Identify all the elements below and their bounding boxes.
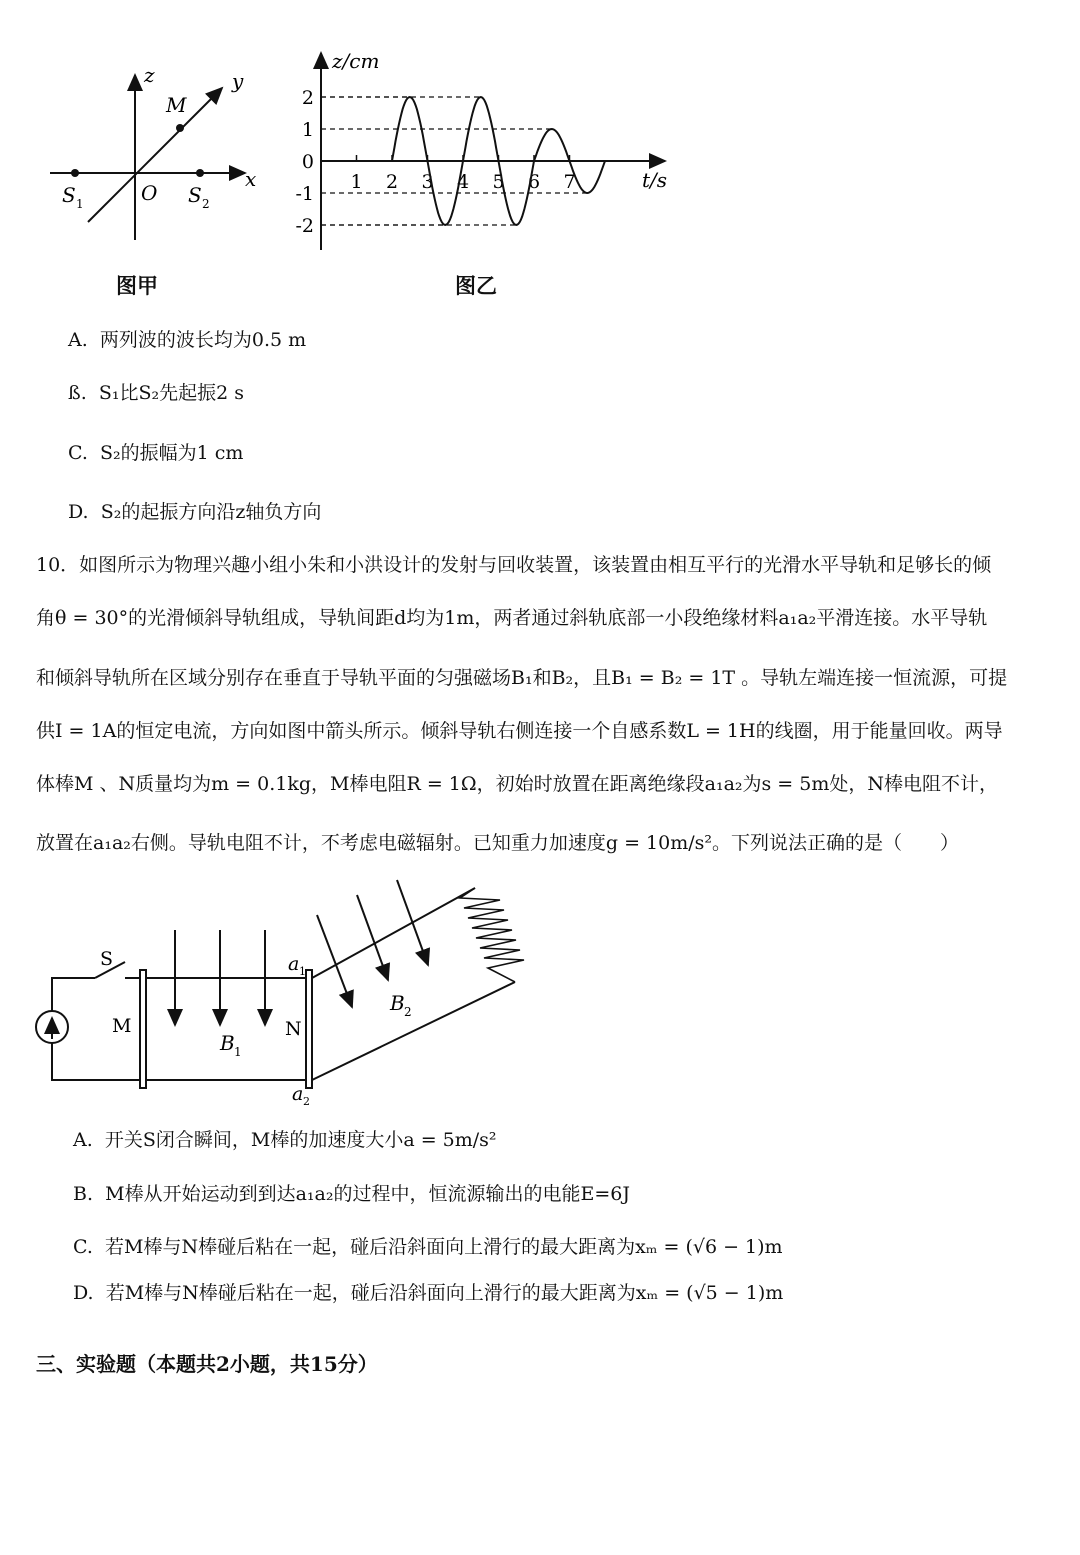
q9-option-a: A. 两列波的波长均为0.5 m — [68, 329, 307, 351]
q10-line-2: 角θ = 30°的光滑倾斜导轨组成，导轨间距d均为1m，两者通过斜轨底部一小段绝缘材料a₁a₂平滑连接。水平导轨 — [36, 607, 988, 629]
point-s1 — [71, 169, 79, 177]
q9-option-d: D. S₂的起振方向沿z轴负方向 — [68, 501, 322, 523]
label-o: O — [141, 181, 158, 205]
label-z: z — [144, 63, 155, 87]
label-y: y — [232, 69, 244, 93]
q10-line-5: 体棒M 、N质量均为m = 0.1kg，M棒电阻R = 1Ω，初始时放置在距离绝缘段a₁a₂为s = 5m处，N棒电阻不计， — [36, 773, 998, 795]
q10-option-a: A. 开关S闭合瞬间，M棒的加速度大小a = 5m/s² — [73, 1129, 497, 1151]
q10-line-4: 供I = 1A的恒定电流，方向如图中箭头所示。倾斜导轨右侧连接一个自感系数L = 1H的线圈，用于能量回收。两导 — [36, 720, 1003, 742]
label-a1-sub: 1 — [299, 965, 306, 978]
caption-jia: 图甲 — [116, 274, 158, 298]
b2-arrow-1 — [317, 915, 352, 1007]
q10-line-3: 和倾斜导轨所在区域分别存在垂直于导轨平面的匀强磁场B₁和B₂，且B₁ = B₂ = 1T 。导轨左端连接一恒流源，可提 — [36, 667, 1008, 689]
q10-option-c: C. 若M棒与N棒碰后粘在一起，碰后沿斜面向上滑行的最大距离为xₘ = (√6 − 1)m — [73, 1236, 783, 1258]
x-tick-label: 3 — [421, 171, 434, 193]
x-tick-label: 5 — [492, 171, 505, 193]
y-tick-label: 0 — [301, 151, 314, 173]
label-rod-n: N — [285, 1018, 302, 1040]
label-b2-sub: 2 — [404, 1005, 412, 1019]
q9-option-b: ß. S₁比S₂先起振2 s — [68, 382, 244, 404]
q9-option-c: C. S₂的振幅为1 cm — [68, 442, 244, 464]
figure-yi-chart — [290, 45, 680, 260]
figure-jia — [40, 60, 280, 250]
label-s1: S — [62, 183, 76, 207]
q10-option-b: B. M棒从开始运动到到达a₁a₂的过程中，恒流源输出的电能E=6J — [73, 1183, 630, 1205]
caption-yi: 图乙 — [455, 274, 497, 298]
label-a2-sub: 2 — [303, 1095, 310, 1108]
x-tick-label: 4 — [457, 171, 470, 193]
label-a1: a — [288, 953, 300, 975]
point-m — [176, 124, 184, 132]
chart-xlabel: t/s — [642, 168, 668, 192]
label-s2-sub: 2 — [202, 197, 210, 211]
q10-circuit-diagram — [30, 870, 550, 1115]
label-s2: S — [188, 183, 202, 207]
label-b1-sub: 1 — [234, 1045, 242, 1059]
y-tick-label: -1 — [295, 183, 314, 205]
rod-m — [140, 970, 146, 1088]
y-tick-label: 1 — [301, 119, 314, 141]
x-tick-label: 7 — [563, 171, 576, 193]
q10-line-6: 放置在a₁a₂右侧。导轨电阻不计，不考虑电磁辐射。已知重力加速度g = 10m/s²。下列说法正确的是（ ） — [36, 832, 960, 854]
label-s1-sub: 1 — [76, 197, 84, 211]
label-m: M — [166, 93, 187, 117]
label-switch-s: S — [100, 948, 114, 970]
label-b1: B — [220, 1031, 235, 1055]
label-b2: B — [390, 991, 405, 1015]
x-tick-label: 1 — [350, 171, 363, 193]
label-rod-m: M — [112, 1015, 132, 1037]
incline-rail-bottom — [312, 982, 515, 1080]
point-s2 — [196, 169, 204, 177]
y-tick-label: -2 — [295, 215, 314, 237]
q10-line-1: 10．如图所示为物理兴趣小组小朱和小洪设计的发射与回收装置，该装置由相互平行的光滑水平导轨和足够长的倾 — [36, 554, 992, 576]
x-tick-label: 2 — [386, 171, 399, 193]
label-a2: a — [292, 1083, 304, 1105]
chart-ylabel: z/cm — [332, 49, 380, 73]
rod-n — [306, 970, 312, 1088]
coil-inductor-icon — [460, 888, 524, 982]
section-3-title: 三、实验题（本题共2小题，共15分） — [36, 1352, 378, 1376]
label-x: x — [245, 167, 257, 191]
y-tick-label: 2 — [301, 87, 314, 109]
x-tick-label: 6 — [528, 171, 541, 193]
b2-arrow-3 — [397, 880, 428, 965]
q10-option-d: D. 若M棒与N棒碰后粘在一起，碰后沿斜面向上滑行的最大距离为xₘ = (√5 − 1)m — [73, 1282, 784, 1304]
